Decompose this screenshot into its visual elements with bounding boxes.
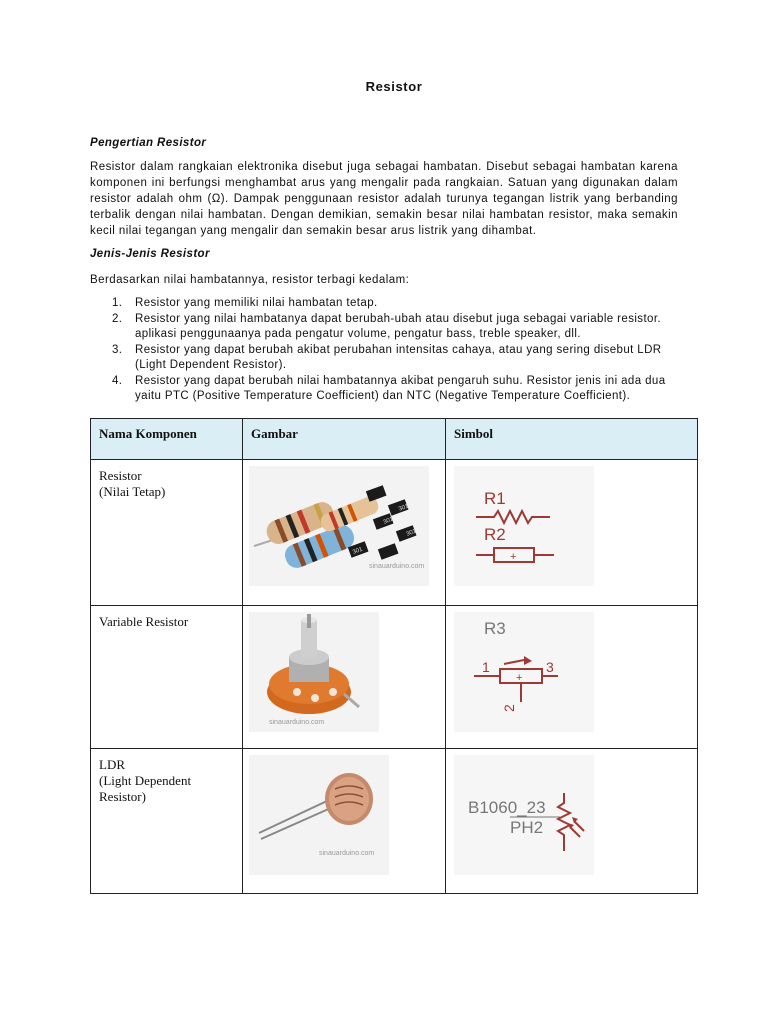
watermark: sinauarduino.com	[319, 850, 375, 857]
list-number: 4.	[112, 374, 123, 387]
component-table	[90, 418, 698, 894]
pin-label-1: 1	[482, 659, 490, 675]
list-item	[90, 374, 690, 405]
chip-label: 301	[405, 528, 418, 538]
resistor-symbol	[454, 466, 697, 586]
symbol-label-ph2: PH2	[510, 818, 544, 837]
symbol-label-r1: R1	[484, 489, 506, 508]
table-header-row	[91, 419, 698, 460]
section-heading-pengertian: Pengertian Resistor	[90, 137, 207, 149]
resistor-type-list	[90, 296, 690, 405]
table-row	[91, 606, 698, 749]
list-item	[90, 343, 690, 374]
potentiometer-photo	[249, 612, 445, 732]
header-simbol: Simbol	[446, 419, 698, 460]
chip-label: 301	[398, 503, 410, 513]
svg-text:+: +	[516, 672, 523, 684]
list-text: Resistor yang dapat berubah nilai hambatannya akibat pengaruh suhu. Resistor jenis ini ada dua yaitu PTC (Positive Temperature Coefficient) dan NTC (Negative Temperature Coefficient).	[135, 374, 666, 402]
pin-label-2: 2	[501, 704, 517, 712]
component-name: Resistor (Nilai Tetap)	[99, 468, 166, 499]
ldr-symbol	[454, 755, 697, 875]
header-gambar: Gambar	[243, 419, 446, 460]
ldr-photo	[249, 755, 445, 875]
watermark: sinauarduino.com	[369, 563, 425, 570]
header-nama: Nama Komponen	[91, 419, 243, 460]
variable-resistor-symbol	[454, 612, 697, 732]
paragraph-jenis-intro: Berdasarkan nilai hambatannya, resistor terbagi kedalam:	[90, 274, 410, 286]
symbol-label-ldr: B1060_23	[468, 798, 546, 817]
list-number: 2.	[112, 312, 123, 325]
symbol-label-r2: R2	[484, 525, 506, 544]
list-text: Resistor yang nilai hambatanya dapat berubah-ubah atau disebut juga sebagai variable resistor. aplikasi penggunaanya pada pengatur volume, pengatur bass, treble speaker, dll.	[135, 312, 662, 340]
component-name: Variable Resistor	[99, 614, 189, 629]
chip-label: 301	[352, 546, 364, 556]
svg-text:+: +	[510, 551, 517, 563]
paragraph-pengertian: Resistor dalam rangkaian elektronika disebut juga sebagai hambatan. Disebut sebagai hambatan karena komponen ini berfungsi menghambat arus yang mengalir pada rangkaian. Satuan yang digunakan dalam resistor adalah ohm (Ω). Dampak penggunaan resistor adalah turunya tegangan listrik yang berbanding terbalik dengan nilai hambatan. Dengan demikian, semakin besar nilai hambatan resistor, maka semakin kecil nilai tegangan yang mengalir dan semakin besar arus listrik yang dihambat.	[90, 161, 678, 237]
pin-label-3: 3	[546, 659, 554, 675]
table-row	[91, 749, 698, 894]
symbol-label-r3: R3	[484, 619, 506, 638]
chip-label: 301	[382, 516, 395, 526]
table-row	[91, 460, 698, 606]
resistor-photo	[249, 466, 445, 586]
component-name: LDR (Light Dependent Resistor)	[99, 757, 192, 804]
section-heading-jenis: Jenis-Jenis Resistor	[90, 248, 210, 260]
list-item	[90, 296, 690, 312]
watermark: sinauarduino.com	[269, 719, 325, 726]
list-number: 3.	[112, 343, 123, 356]
list-text: Resistor yang memiliki nilai hambatan tetap.	[135, 297, 378, 309]
list-item	[90, 312, 690, 343]
list-text: Resistor yang dapat berubah akibat perubahan intensitas cahaya, atau yang sering disebut LDR (Light Dependent Resistor).	[135, 343, 662, 371]
list-number: 1.	[112, 297, 123, 309]
page-title: Resistor	[365, 79, 423, 94]
